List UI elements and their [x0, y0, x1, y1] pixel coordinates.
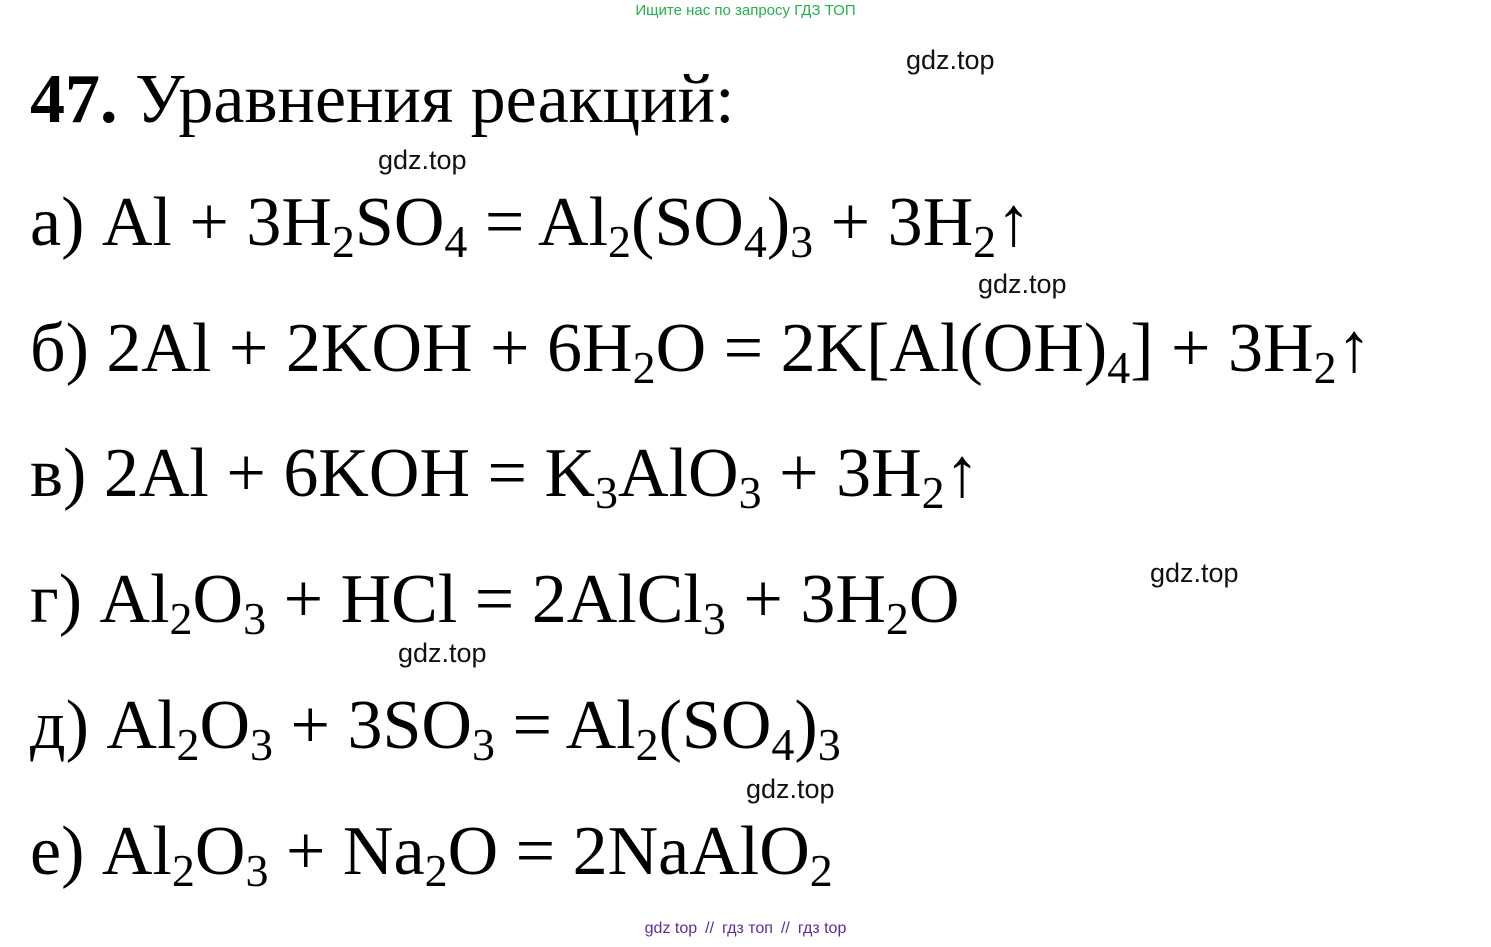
equation-subscript: 3: [595, 467, 619, 518]
top-banner: [0, 2, 1491, 19]
equation-subscript: 2: [632, 342, 656, 393]
equation-subscript: 3: [702, 593, 726, 644]
equation-text: O: [199, 687, 250, 764]
equation-text: AlO: [618, 435, 739, 512]
equation-text: + 3H: [761, 435, 922, 512]
equation-b: [30, 304, 1372, 401]
equation-text: ↑: [944, 435, 980, 512]
watermark: gdz.top: [398, 638, 487, 668]
equation-text: O = 2K[Al(OH): [655, 310, 1108, 387]
equation-text: ↑: [996, 184, 1032, 261]
equation-subscript: 3: [243, 593, 267, 644]
watermark: gdz.top: [978, 269, 1067, 299]
equation-text: SO: [354, 184, 445, 261]
equation-subscript: 4: [743, 216, 767, 267]
equation-text: д) Al: [30, 687, 177, 764]
equation-a: [30, 178, 1031, 275]
equation-text: ): [794, 687, 818, 764]
equation-text: е) Al: [30, 813, 172, 890]
equation-text: (SO: [658, 687, 772, 764]
equation-text: + 3H: [725, 561, 886, 638]
equation-text: ] + 3H: [1130, 310, 1314, 387]
footer-separator: //: [705, 920, 715, 937]
equation-text: (SO: [631, 184, 744, 261]
equation-subscript: 2: [973, 216, 997, 267]
equation-text: O = 2NaAlO: [447, 813, 810, 890]
equation-subscript: 4: [444, 216, 468, 267]
equation-text: г) Al: [30, 561, 170, 638]
equation-subscript: 2: [635, 719, 659, 770]
footer-links: [0, 920, 1491, 938]
equation-text: в) 2Al + 6KOH = K: [30, 435, 596, 512]
equation-subscript: 2: [608, 216, 632, 267]
top-banner-text: Ищите нас по запросу ГДЗ ТОП: [635, 2, 856, 19]
equation-text: = Al: [467, 184, 609, 261]
equation-e: [30, 807, 833, 904]
equation-text: O: [192, 561, 244, 638]
equation-subscript: 2: [1313, 342, 1337, 393]
equation-subscript: 3: [817, 719, 841, 770]
equation-subscript: 2: [885, 593, 909, 644]
equation-subscript: 3: [738, 467, 762, 518]
equation-subscript: 3: [245, 845, 269, 896]
equation-subscript: 2: [921, 467, 945, 518]
equation-text: + Na: [268, 813, 425, 890]
equation-text: б) 2Al + 2KOH + 6H: [30, 310, 633, 387]
footer-link[interactable]: гдз топ: [722, 920, 773, 937]
equation-subscript: 2: [171, 845, 195, 896]
equation-subscript: 3: [250, 719, 273, 770]
equation-subscript: 2: [809, 845, 833, 896]
footer-link[interactable]: gdz top: [644, 920, 698, 937]
footer-link[interactable]: гдз top: [797, 920, 847, 937]
watermark: gdz.top: [746, 774, 835, 804]
task-title: Уравнения реакций:: [117, 61, 735, 138]
watermark: gdz.top: [1150, 558, 1239, 588]
equation-subscript: 4: [1107, 342, 1131, 393]
equation-v: [30, 429, 980, 526]
equation-text: + 3SO: [273, 687, 472, 764]
equation-text: ): [766, 184, 791, 261]
equation-text: а) Al + 3H: [30, 184, 332, 261]
equation-subscript: 3: [790, 216, 814, 267]
watermark: gdz.top: [906, 45, 995, 75]
equation-subscript: 2: [331, 216, 355, 267]
footer-separator: //: [780, 920, 790, 937]
equation-subscript: 3: [471, 719, 495, 770]
equation-text: ↑: [1336, 310, 1372, 387]
equation-d: [30, 681, 841, 778]
equation-text: O: [908, 561, 960, 638]
equation-text: = Al: [494, 687, 636, 764]
equation-subscript: 2: [176, 719, 200, 770]
page-title: [30, 55, 735, 145]
watermark: gdz.top: [378, 145, 467, 175]
equation-text: O: [194, 813, 246, 890]
equation-subscript: 2: [169, 593, 193, 644]
task-number: 47.: [30, 61, 118, 138]
equation-g: [30, 555, 959, 652]
equation-text: + HCl = 2AlCl: [266, 561, 703, 638]
equation-subscript: 2: [424, 845, 448, 896]
equation-subscript: 4: [771, 719, 795, 770]
equation-text: + 3H: [813, 184, 974, 261]
